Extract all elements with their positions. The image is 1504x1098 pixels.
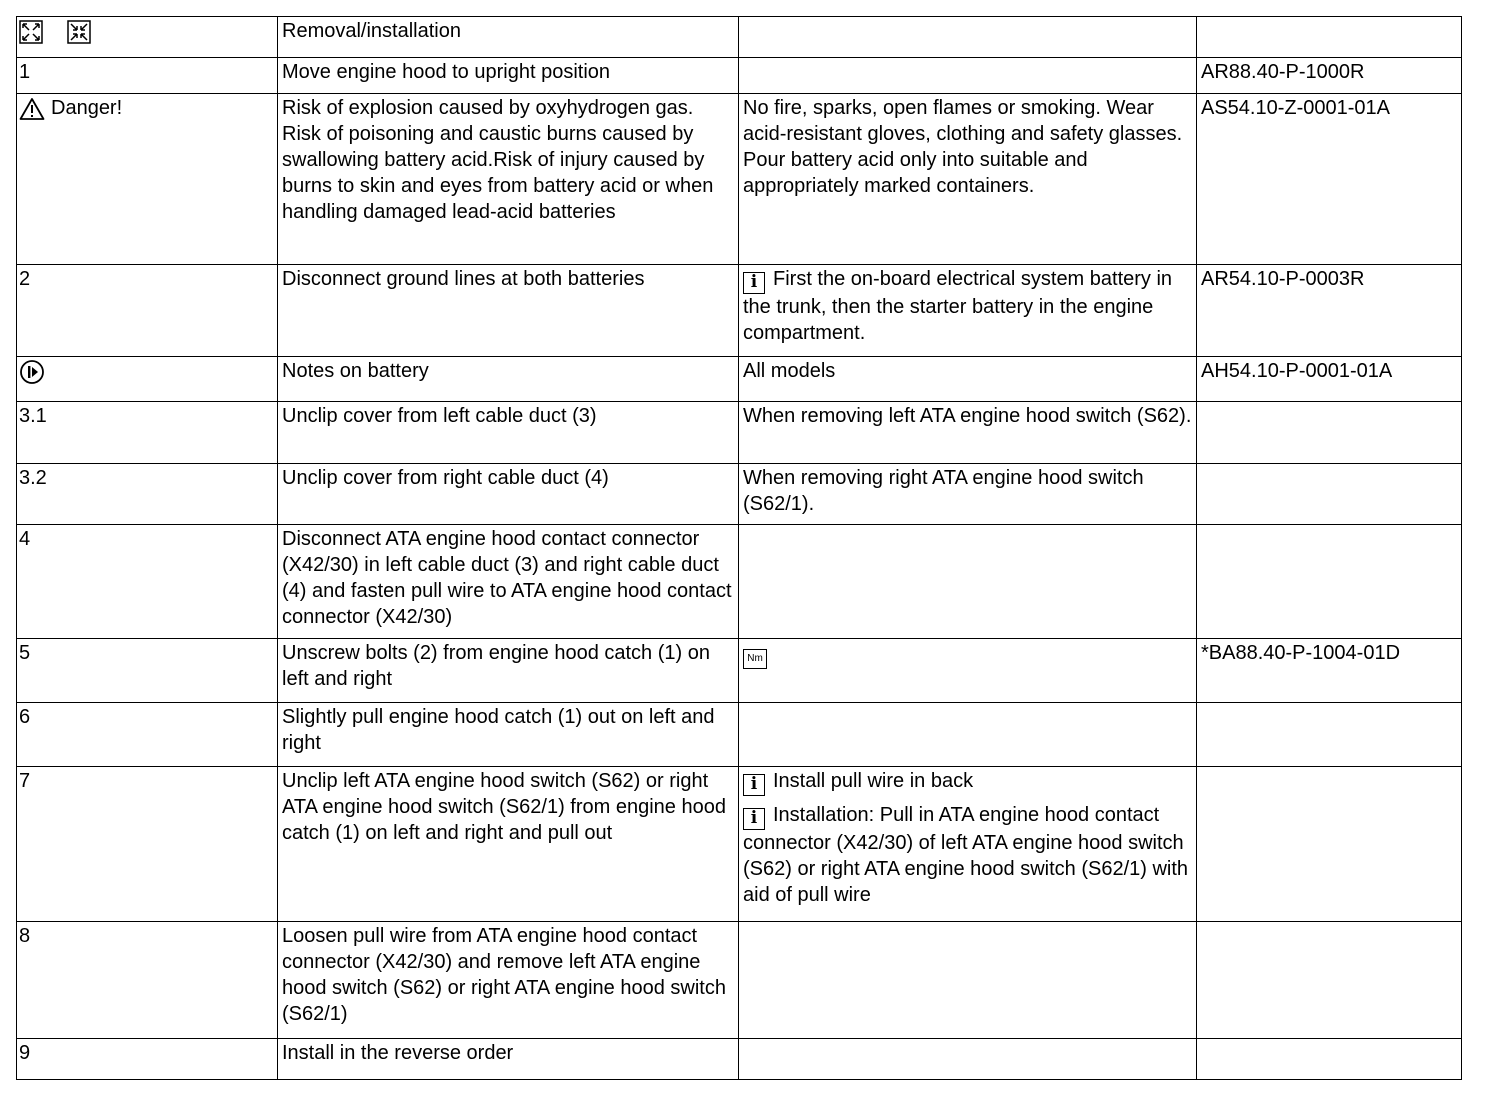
info-icon: i (743, 774, 765, 796)
step-action-rest: (X42/30) in left cable duct (3) and right cable duct (4) and fasten pull wire to ATA engine hood contact connector (X42/30) (282, 553, 732, 628)
step-action: Unclip cover from right cable duct (4) (278, 463, 739, 524)
step-note-2-text: Installation: Pull in ATA engine hood contact connector (X42/30) of left ATA engine hood switch (S62) or right ATA engine hood switch (S62/1) with aid of pull wire (743, 803, 1189, 906)
step-info (739, 702, 1197, 766)
danger-cell (17, 94, 278, 265)
step-number: 1 (17, 58, 278, 94)
header-row (17, 17, 1462, 58)
notes-arrow-icon[interactable] (19, 359, 45, 385)
step-number: 3.2 (17, 463, 278, 524)
step-number: 8 (17, 922, 278, 1038)
step-number: 4 (17, 524, 278, 638)
table-row (17, 524, 1462, 638)
step-ref (1197, 524, 1462, 638)
step-number: 9 (17, 1038, 278, 1079)
step-note-text: First the on-board electrical system battery in the trunk, then the starter battery in the engine compartment. (743, 267, 1173, 344)
step-ref (1197, 402, 1462, 463)
notes-ref-link[interactable]: AH54.10-P-0001-01A (1197, 357, 1462, 402)
step-ref (1197, 1038, 1462, 1079)
notes-info: All models (739, 357, 1197, 402)
table-row-danger (17, 94, 1462, 265)
step-number: 7 (17, 766, 278, 922)
header-icons-cell (17, 17, 278, 58)
header-title: Removal/installation (278, 17, 739, 58)
danger-risk-text: Risk of explosion caused by oxyhydrogen gas. Risk of poisoning and caustic burns caused by swallowing battery acid.Risk of injury caused by burns to skin and eyes from battery acid or when handling damaged lead-acid batteries (278, 94, 739, 265)
step-action: Slightly pull engine hood catch (1) out on left and right (278, 702, 739, 766)
step-action: Disconnect ground lines at both batteries (278, 264, 739, 356)
step-note-1 (743, 768, 1193, 796)
step-ref (1197, 463, 1462, 524)
step-ref-link[interactable]: AR88.40-P-1000R (1197, 58, 1462, 94)
step-action: Loosen pull wire from ATA engine hood contact connector (X42/30) and remove left ATA engine hood switch (S62) or right ATA engine hood switch (S62/1) (278, 922, 739, 1038)
collapse-arrows-icon[interactable] (67, 20, 91, 44)
step-info (739, 639, 1197, 702)
step-note (739, 264, 1197, 356)
step-number: 5 (17, 639, 278, 702)
step-note-2 (743, 802, 1193, 908)
step-ref (1197, 922, 1462, 1038)
step-action: Unclip left ATA engine hood switch (S62) or right ATA engine hood switch (S62/1) from engine hood catch (1) on left and right and pull out (278, 766, 739, 922)
table-row (17, 922, 1462, 1038)
step-info (739, 524, 1197, 638)
header-empty-4 (1197, 17, 1462, 58)
step-note-1-text: Install pull wire in back (773, 769, 974, 792)
table-row (17, 766, 1462, 922)
step-action: Move engine hood to upright position (278, 58, 739, 94)
expand-arrows-icon[interactable] (19, 20, 43, 44)
step-info: When removing right ATA engine hood switch (S62/1). (739, 463, 1197, 524)
table-row-notes (17, 357, 1462, 402)
step-info (739, 1038, 1197, 1079)
step-ref-link[interactable]: *BA88.40-P-1004-01D (1197, 639, 1462, 702)
info-icon: i (743, 808, 765, 830)
step-action-line1: Disconnect ATA engine hood contact connector (282, 527, 700, 550)
step-number: 6 (17, 702, 278, 766)
table-row (17, 264, 1462, 356)
danger-ref-link[interactable]: AS54.10-Z-0001-01A (1197, 94, 1462, 265)
step-ref (1197, 766, 1462, 922)
table-row (17, 1038, 1462, 1079)
step-action (278, 524, 739, 638)
step-ref (1197, 702, 1462, 766)
table-row (17, 58, 1462, 94)
table-row (17, 402, 1462, 463)
step-action: Unscrew bolts (2) from engine hood catch (1) on left and right (278, 639, 739, 702)
notes-icon-cell (17, 357, 278, 402)
step-action: Unclip cover from left cable duct (3) (278, 402, 739, 463)
step-number: 3.1 (17, 402, 278, 463)
torque-nm-icon[interactable]: Nm (743, 649, 767, 669)
step-action: Install in the reverse order (278, 1038, 739, 1079)
table-row (17, 463, 1462, 524)
step-info (739, 922, 1197, 1038)
procedure-table (16, 16, 1462, 1080)
step-info (739, 58, 1197, 94)
info-icon: i (743, 272, 765, 294)
step-number: 2 (17, 264, 278, 356)
table-row (17, 702, 1462, 766)
notes-label: Notes on battery (278, 357, 739, 402)
table-row (17, 639, 1462, 702)
danger-label: Danger! (51, 97, 123, 120)
warning-triangle-icon (19, 97, 45, 121)
danger-measures-text: No fire, sparks, open flames or smoking. Wear acid-resistant gloves, clothing and safety glasses. Pour battery acid only into suitable and appropriately marked containers. (739, 94, 1197, 265)
step-notes (739, 766, 1197, 922)
header-empty-3 (739, 17, 1197, 58)
step-info: When removing left ATA engine hood switch (S62). (739, 402, 1197, 463)
step-ref-link[interactable]: AR54.10-P-0003R (1197, 264, 1462, 356)
